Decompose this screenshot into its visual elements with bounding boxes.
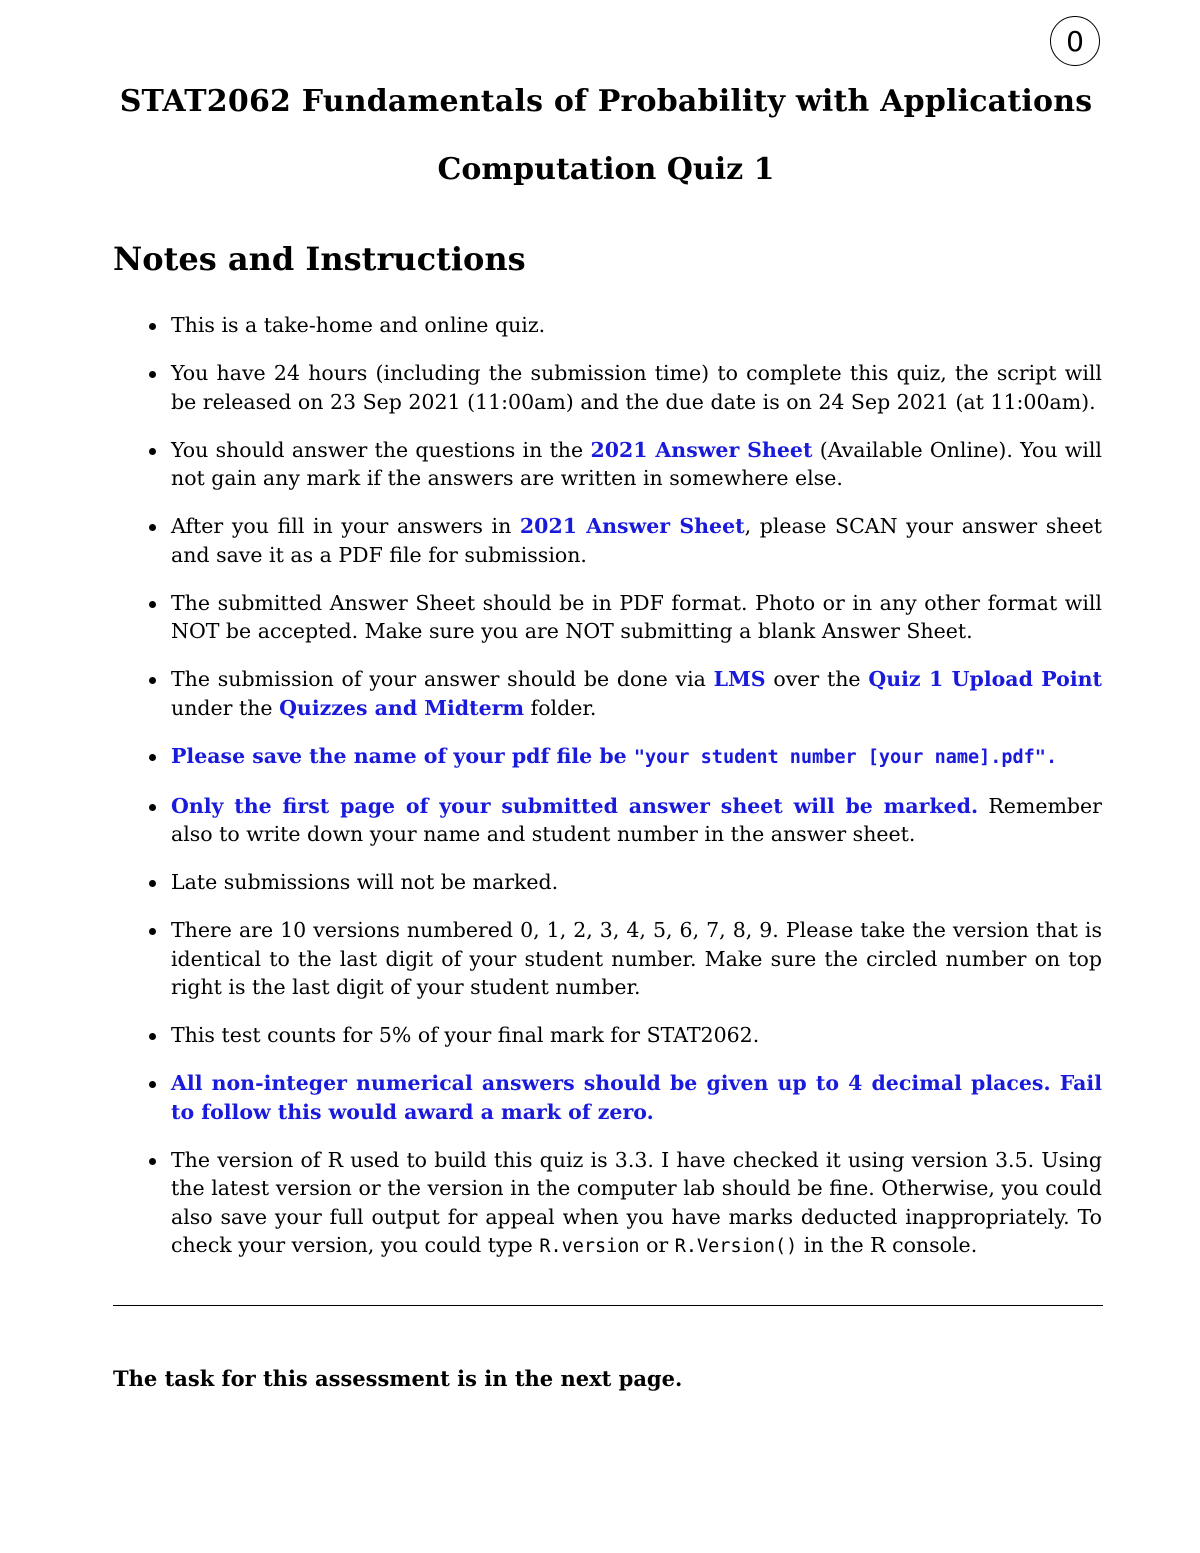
horizontal-divider — [113, 1305, 1103, 1306]
bullet-icon — [149, 928, 156, 935]
instruction-text: After you fill in your answers in — [171, 514, 520, 538]
instruction-text: The submission of your answer should be done via — [171, 667, 714, 691]
quiz-upload-point-link[interactable]: Quiz 1 Upload Point — [868, 667, 1103, 691]
instruction-text: Late submissions will not be marked. — [171, 870, 559, 894]
instruction-item — [146, 1021, 1102, 1050]
quizzes-midterm-link[interactable]: Quizzes and Midterm — [279, 695, 525, 720]
instruction-item — [146, 1069, 1102, 1126]
instruction-item — [146, 868, 1102, 897]
section-heading: Notes and Instructions — [113, 240, 526, 278]
instruction-item — [146, 512, 1102, 569]
bullet-icon — [149, 1033, 156, 1040]
instruction-text: The version of R used to build this quiz is 3.3. I have checked it using version 3.5. Using the latest version or the version in the computer lab should be fine. Otherwise, you could also save your full output for appeal when you have marks deducted inappropriately. To check your version, you could type — [171, 1147, 1102, 1257]
filename-format: "your student number [your name].pdf". — [633, 746, 1058, 768]
instruction-item — [146, 359, 1102, 416]
instruction-text: Please save the name of your pdf file be — [171, 743, 634, 768]
version-number: 0 — [1066, 24, 1084, 58]
quiz-title: Computation Quiz 1 — [437, 152, 775, 187]
instruction-text: under the — [171, 695, 280, 720]
lms-link[interactable]: LMS — [713, 667, 766, 691]
bullet-icon — [149, 524, 156, 531]
instruction-emphasis: All non-integer numerical answers should be given up to 4 decimal places. Fail to follow this would award a mark of zero. — [171, 1071, 1102, 1124]
instruction-text: You have 24 hours (including the submission time) to complete this quiz, the script will be released on 23 Sep 2021 (11:00am) and the due date is on 24 Sep 2021 (at 11:00am). — [171, 361, 1102, 414]
instruction-text: folder. — [524, 695, 597, 720]
code-r-version: R.version — [539, 1236, 640, 1257]
bullet-icon — [149, 677, 156, 684]
instruction-emphasis: Only the first page of your submitted answer sheet will be marked. — [171, 793, 979, 818]
instruction-item — [146, 436, 1102, 493]
bullet-icon — [149, 448, 156, 455]
bullet-icon — [149, 371, 156, 378]
instruction-item — [146, 792, 1102, 849]
instruction-item — [146, 311, 1102, 340]
bullet-icon — [149, 880, 156, 887]
instructions-list — [146, 311, 1102, 1281]
instruction-text: in the R console. — [797, 1233, 978, 1257]
course-title: STAT2062 Fundamentals of Probability with Applications — [119, 84, 1093, 119]
answer-sheet-link[interactable]: 2021 Answer Sheet — [519, 514, 745, 538]
instruction-text: The submitted Answer Sheet should be in PDF format. Photo or in any other format will NOT be accepted. Make sure you are NOT submitting a blank Answer Sheet. — [171, 590, 1102, 643]
instruction-text: , please SCAN your answer sheet and save it as a PDF file for submission. — [171, 514, 1102, 567]
bullet-icon — [149, 1081, 156, 1088]
instruction-text: This is a take-home and online quiz. — [171, 313, 546, 337]
bullet-icon — [149, 323, 156, 330]
instruction-text: This test counts for 5% of your final mark for STAT2062. — [171, 1023, 760, 1047]
footer-note: The task for this assessment is in the next page. — [113, 1366, 683, 1391]
instruction-text: (Available Online). You will not gain any mark if the answers are written in somewhere else. — [171, 437, 1102, 490]
version-number-circle — [1050, 16, 1100, 66]
instruction-item — [146, 742, 1102, 773]
instruction-text: or — [639, 1233, 675, 1257]
bullet-icon — [149, 1158, 156, 1165]
code-r-version-function: R.Version() — [674, 1236, 798, 1257]
bullet-icon — [149, 601, 156, 608]
instruction-item — [146, 589, 1102, 646]
bullet-icon — [149, 804, 156, 811]
instruction-text: There are 10 versions numbered 0, 1, 2, 3, 4, 5, 6, 7, 8, 9. Please take the version that is identical to the last digit of your student number. Make sure the circled number on top right is the last digit of your student number. — [171, 918, 1102, 999]
instruction-text: You should answer the questions in the — [171, 437, 591, 462]
answer-sheet-link[interactable]: 2021 Answer Sheet — [590, 437, 813, 462]
instruction-text: over the — [765, 667, 869, 691]
instruction-item — [146, 665, 1102, 722]
instruction-item — [146, 916, 1102, 1002]
bullet-icon — [149, 754, 156, 761]
instruction-text: Remember also to write down your name and student number in the answer sheet. — [171, 793, 1102, 846]
instruction-item — [146, 1146, 1102, 1262]
